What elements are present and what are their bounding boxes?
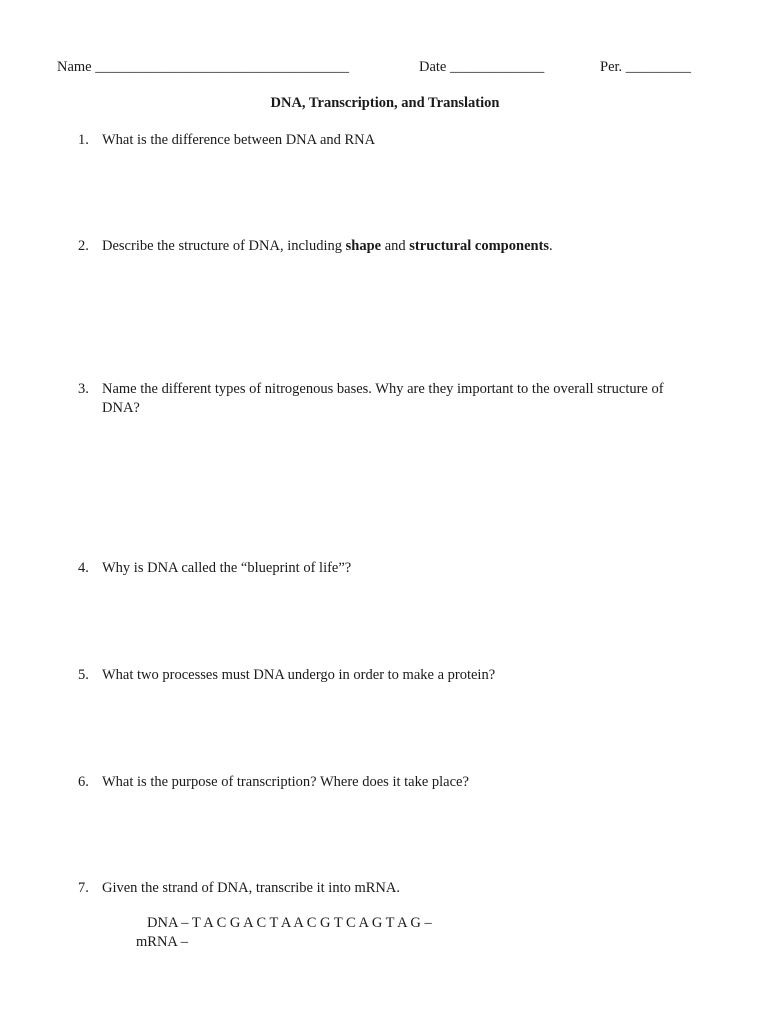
question-text [102,237,693,256]
question-number: 7. [78,880,89,896]
question-text-part: Describe the structure of DNA, including [102,238,346,254]
question-text: Name the different types of nitrogenous bases. Why are they important to the overall structure of DNA? [102,381,664,416]
question-text-part: . [549,238,553,254]
question-text: What is the purpose of transcription? Where does it take place? [102,774,469,790]
question-text: Why is DNA called the “blueprint of life”? [102,560,352,576]
question-3 [78,380,693,418]
question-5 [78,666,693,685]
question-7 [78,879,693,898]
question-text: What is the difference between DNA and RNA [102,132,376,148]
question-number: 2. [78,238,89,254]
question-number: 4. [78,560,89,576]
question-4 [78,559,693,578]
question-1 [78,131,693,150]
bold-term-shape: shape [345,238,382,254]
question-text: What two processes must DNA undergo in order to make a protein? [102,667,496,683]
bold-term-structural-components: structural components [409,238,550,254]
question-6 [78,773,693,792]
question-number: 3. [78,381,89,397]
period-field-label: Per. _________ [600,59,692,75]
question-text: Given the strand of DNA, transcribe it into mRNA. [102,880,401,896]
name-field-label: Name ___________________________________ [57,59,349,75]
date-field-label: Date _____________ [419,59,545,75]
question-number: 6. [78,774,89,790]
dna-strand: DNA – T A C G A C T A A C G T C A G T A G – [147,915,432,931]
question-number: 5. [78,667,89,683]
question-number: 1. [78,132,89,148]
mrna-answer-line: mRNA – [136,934,188,950]
worksheet-title: DNA, Transcription, and Translation [270,95,500,111]
question-text-part: and [381,238,410,254]
question-2 [78,237,693,256]
